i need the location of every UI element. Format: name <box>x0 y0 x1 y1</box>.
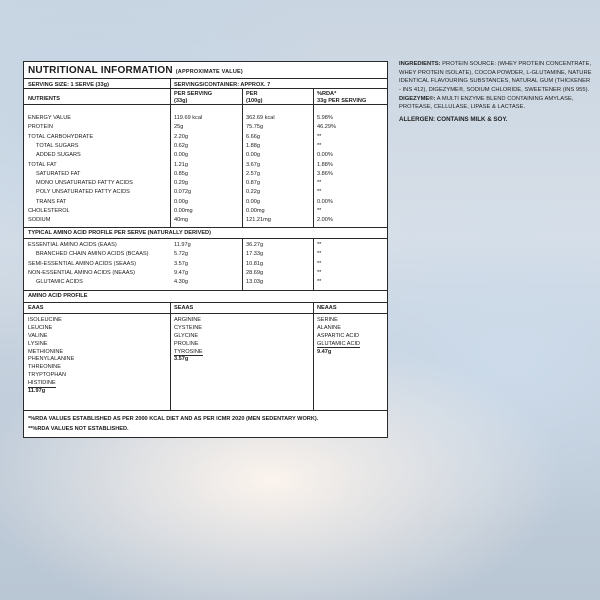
row-name: TOTAL SUGARS <box>36 142 79 149</box>
row-rda: 46.29% <box>317 124 336 131</box>
ingredients-text: INGREDIENTS: PROTEIN SOURCE: (WHEY PROTEIN CONCENTRATE, WHEY PROTEIN ISOLATE), COCOA POWDER, L-GLUTAMINE, NATURE IDENTICAL FLAVOURING SUBSTANCES, NATURAL GUM (THICKENER - INS 412), DIGEZYME®, SODIUM CHLORIDE, SWEETENER (INS 955). <box>399 61 592 94</box>
row-per-100g: 6.66g <box>246 133 260 140</box>
footnote-rda: *%RDA VALUES ESTABLISHED AS PER 2000 KCAL DIET AND AS PER ICMR 2020 (MEN SEDENTARY WORK). <box>28 416 319 422</box>
neaas-title: NEAAS <box>317 305 337 311</box>
digezyme-text: DIGEZYME®: A MULTI ENZYME BLEND CONTAINING AMYLASE, PROTEASE, CELLULASE, LIPASE & LACTASE. <box>399 95 574 111</box>
row-per-serving: 3.57g <box>174 260 188 267</box>
row-rda: ** <box>317 180 322 187</box>
row-per-serving: 1.21g <box>174 161 188 168</box>
row-per-serving: 9.47g <box>174 269 188 276</box>
row-name: SATURATED FAT <box>36 170 81 177</box>
row-rda: ** <box>317 242 322 248</box>
row-per-serving: 0.62g <box>174 142 188 149</box>
row-name: TOTAL CARBOHYDRATE <box>28 133 94 140</box>
amino-acid-item: ALANINE <box>317 324 341 331</box>
row-per-100g: 0.87g <box>246 180 260 187</box>
row-rda: ** <box>317 269 322 276</box>
row-name: NON-ESSENTIAL AMINO ACIDS (NEAAS) <box>28 269 136 276</box>
row-per-serving: 0.00g <box>174 198 188 205</box>
seaas-title: SEAAS <box>174 305 194 311</box>
row-per-100g: 17.33g <box>246 251 264 258</box>
row-per-serving: 0.29g <box>174 180 188 187</box>
row-per-serving: 0.00mg <box>174 208 193 214</box>
row-per-100g: 28.69g <box>246 269 264 276</box>
amino-group-total: 3.57g <box>174 356 189 363</box>
amino-acid-item: ISOLEUCINE <box>28 317 62 323</box>
amino-group-total: 9.47g <box>317 348 332 355</box>
row-rda: 0.00% <box>317 198 333 205</box>
row-per-100g: 13.03g <box>246 279 264 286</box>
row-name: MONO UNSATURATED FATTY ACIDS <box>36 180 133 187</box>
row-name: ESSENTIAL AMINO ACIDS (EAAS) <box>28 242 117 248</box>
row-per-100g: 36.27g <box>246 242 264 248</box>
header-per-serving: PER SERVING (33g) <box>174 91 213 104</box>
amino-acid-item: LYSINE <box>28 340 48 347</box>
row-rda: ** <box>317 251 322 258</box>
amino-acid-item: PROLINE <box>174 340 199 347</box>
row-rda: 2.00% <box>317 217 333 224</box>
allergen-text: ALLERGEN: CONTAINS MILK & SOY. <box>399 116 508 124</box>
amino-acid-item: THREONINE <box>28 364 61 371</box>
row-name: ADDED SUGARS <box>36 152 81 159</box>
row-rda: ** <box>317 260 322 267</box>
row-per-serving: 11.97g <box>174 242 191 248</box>
serving-size: SERVING SIZE: 1 SERVE (33g) <box>28 82 109 88</box>
footnote-not-established: **%RDA VALUES NOT ESTABLISHED. <box>28 426 129 432</box>
row-per-serving: 0.072g <box>174 189 192 196</box>
row-rda: ** <box>317 142 322 149</box>
amino-acid-item: TRYPTOPHAN <box>28 372 67 379</box>
panel-title-note: (APPROXIMATE VALUE) <box>175 69 243 75</box>
row-rda: ** <box>317 133 322 140</box>
row-per-100g: 75.75g <box>246 124 264 131</box>
row-per-100g: 0.00g <box>246 198 260 205</box>
nutrition-panel <box>23 61 388 438</box>
row-rda: 1.88% <box>317 161 333 168</box>
amino-acid-item: ARGININE <box>174 317 202 323</box>
row-name: GLUTAMIC ACIDS <box>36 279 83 286</box>
row-per-100g: 1.88g <box>246 142 260 149</box>
row-per-serving: 25g <box>174 124 184 131</box>
servings-per-container: SERVINGS/CONTAINER: APPROX. 7 <box>174 82 271 88</box>
amino-acid-item: METHIONINE <box>28 348 64 355</box>
header-rda: %RDA* 33g PER SERVING <box>317 91 367 104</box>
panel-title <box>28 65 243 77</box>
row-name: SODIUM <box>28 217 51 224</box>
row-name: BRANCHED CHAIN AMINO ACIDS (BCAAS) <box>36 251 149 258</box>
amino-acid-item: PHENYLALANINE <box>28 356 75 363</box>
eaas-list <box>28 317 74 396</box>
amino-acid-item: SERINE <box>317 317 338 323</box>
row-per-serving: 5.72g <box>174 251 188 258</box>
amino-profile-title: TYPICAL AMINO ACID PROFILE PER SERVE (NATURALLY DERIVED) <box>28 230 211 236</box>
row-rda: ** <box>317 208 322 214</box>
amino-acid-item: TYROSINE <box>174 348 203 355</box>
neaas-list <box>317 317 360 356</box>
row-name: PROTEIN <box>28 124 53 131</box>
eaas-title: EAAS <box>28 305 44 311</box>
ingredients-block <box>399 60 593 124</box>
row-name: SEMI-ESSENTIAL AMINO ACIDS (SEAAS) <box>28 260 136 267</box>
row-per-100g: 10.81g <box>246 260 264 267</box>
row-per-100g: 0.22g <box>246 189 260 196</box>
amino-acid-item: GLUTAMIC ACID <box>317 340 361 347</box>
row-name: TRANS FAT <box>36 198 67 205</box>
amino-acid-item: GLYCINE <box>174 332 199 339</box>
panel-title-text: NUTRITIONAL INFORMATION <box>28 65 173 76</box>
header-per-100g: PER (100g) <box>246 91 263 104</box>
row-per-serving: 0.85g <box>174 170 188 177</box>
row-name: POLY UNSATURATED FATTY ACIDS <box>36 189 130 196</box>
row-rda: ** <box>317 189 322 196</box>
row-name: TOTAL FAT <box>28 161 57 168</box>
row-per-100g: 2.57g <box>246 170 260 177</box>
row-name: ENERGY VALUE <box>28 115 72 121</box>
amino-acid-profile-title: AMINO ACID PROFILE <box>28 293 88 299</box>
row-per-serving: 0.00g <box>174 152 188 159</box>
row-rda: ** <box>317 279 322 286</box>
row-per-100g: 121.21mg <box>246 217 271 224</box>
row-rda: 0.00% <box>317 152 333 159</box>
row-rda: 3.86% <box>317 170 333 177</box>
row-per-serving: 40mg <box>174 217 188 224</box>
row-rda: 5.98% <box>317 115 333 121</box>
amino-acid-item: CYSTEINE <box>174 324 202 331</box>
row-per-serving: 4.30g <box>174 279 188 286</box>
amino-acid-item: ASPARTIC ACID <box>317 332 360 339</box>
row-per-serving: 119.69 kcal <box>174 115 203 121</box>
seaas-list <box>174 317 203 364</box>
header-nutrients: NUTRIENTS <box>28 96 61 102</box>
row-per-100g: 362.69 kcal <box>246 115 275 121</box>
amino-acid-item: VALINE <box>28 332 48 339</box>
row-per-100g: 0.00g <box>246 152 260 159</box>
row-per-100g: 3.67g <box>246 161 260 168</box>
amino-acid-item: LEUCINE <box>28 324 53 331</box>
amino-group-total: 11.97g <box>28 388 46 395</box>
row-per-100g: 0.00mg <box>246 208 265 214</box>
row-per-serving: 2.20g <box>174 133 188 140</box>
amino-acid-item: HISTIDINE <box>28 380 56 387</box>
row-name: CHOLESTEROL <box>28 208 70 214</box>
